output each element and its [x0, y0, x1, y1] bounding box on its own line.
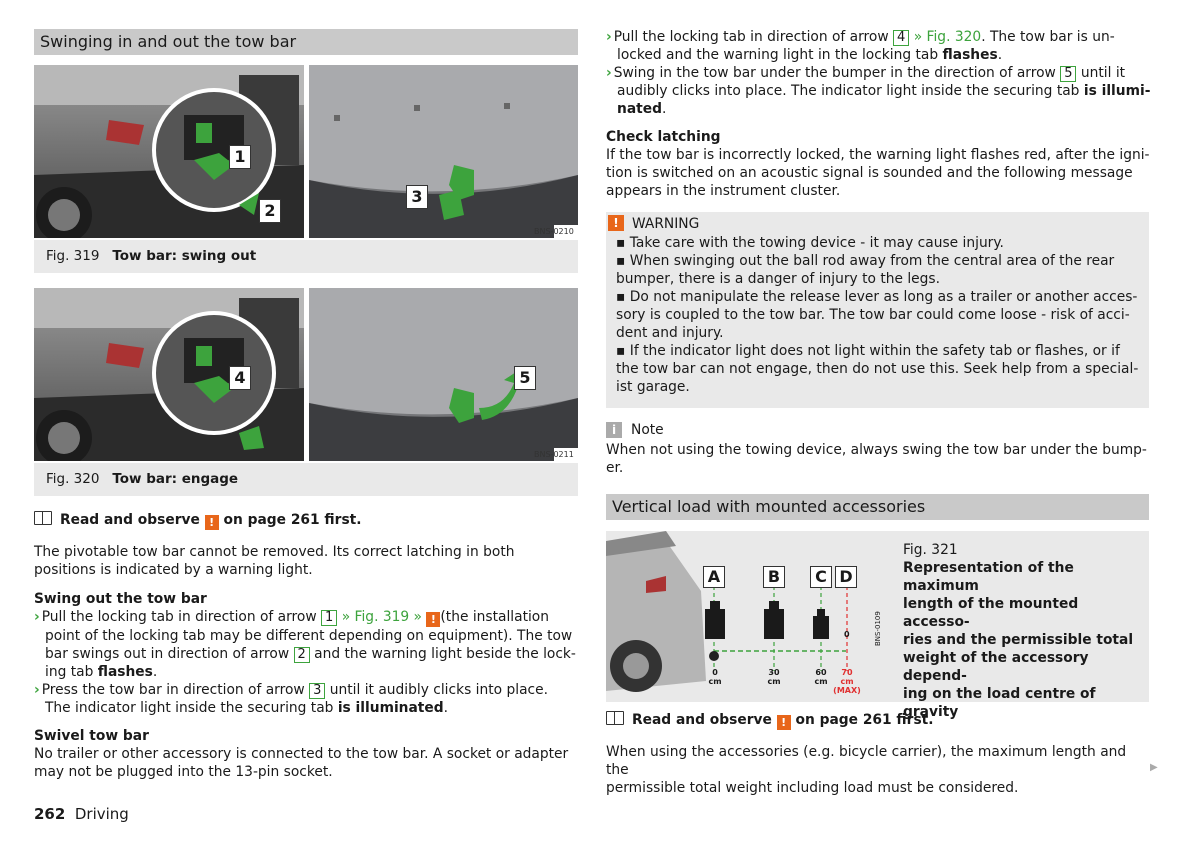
chapter-name: Driving [74, 805, 129, 823]
check-heading: Check latching [606, 129, 721, 145]
final-text: When using the accessories (e.g. bicycle carrier), the maximum length and the permissible total weight including load must be considered. [606, 744, 1127, 796]
mark-30: 30 cm [767, 668, 781, 686]
note-text: When not using the towing device, always swing the tow bar under the bump- er. [606, 442, 1147, 476]
read-observe-text: Read and observe [632, 712, 772, 728]
figure-title: Tow bar: swing out [112, 248, 257, 264]
check-text: If the tow bar is incorrectly locked, the warning light flashes red, after the igni- tion is switched on an acoustic signal is sounded and the following message appears in the instrument cluster. [606, 147, 1150, 199]
label-D: D [835, 566, 857, 588]
arrow-ref-5: 5 [1060, 66, 1076, 82]
mark-0: 0 cm [708, 668, 722, 686]
warning-icon: ! [777, 715, 791, 730]
zero-mark: 0 [844, 630, 850, 639]
figure-319-caption [34, 240, 578, 273]
swing-out-steps: › Pull the locking tab in direction of arrow 1 » Fig. 319 » ! (the installation point of the locking tab may be different depending on equipment). The tow bar swings out in direction of arrow 2 and the warning light beside the lock- ing tab flashes. › Press the tow bar in direction of arrow 3 until it audibly clicks into place. The indicator light inside the securing tab is illuminated. [34, 609, 576, 716]
warning-icon: ! [608, 215, 624, 231]
label-B: B [763, 566, 785, 588]
figure-319-image [34, 65, 578, 238]
read-observe-right [606, 711, 934, 730]
label-A: A [703, 566, 725, 588]
read-observe-page[interactable]: on page 261 first. [223, 512, 362, 528]
read-observe-text: Read and observe [60, 512, 200, 528]
callout-5: 5 [514, 366, 536, 390]
section-title-swinging: Swinging in and out the tow bar [34, 29, 578, 55]
warning-title: WARNING [632, 216, 700, 232]
intro-text: The pivotable tow bar cannot be removed. Its correct latching in both positions is indicated by a warning light. [34, 544, 515, 578]
read-observe-page[interactable]: on page 261 first. [795, 712, 934, 728]
figure-320-image [34, 288, 578, 461]
continue-arrow-icon: ▶ [1150, 762, 1158, 773]
figure-321-image [606, 531, 893, 702]
warning-box [606, 212, 1149, 408]
figure-title: Tow bar: engage [112, 471, 239, 487]
swing-in-steps: › Pull the locking tab in direction of arrow 4 » Fig. 320. The tow bar is un- locked and the warning light in the locking tab flashes. › Swing in the tow bar under the bumper in the direction of arrow 5 until it audibly clicks into place. The indicator light inside the securing tab is illumi- nated. [606, 29, 1151, 117]
mark-70-max: 70 cm (MAX) [833, 668, 861, 695]
swivel-text: No trailer or other accessory is connected to the tow bar. A socket or adapter may not be plugged into the 13-pin socket. [34, 746, 569, 780]
page-footer [34, 805, 129, 823]
book-icon [34, 511, 52, 525]
info-icon: i [606, 422, 622, 438]
warning-icon: ! [426, 612, 440, 627]
swivel-heading: Swivel tow bar [34, 728, 149, 744]
figure-321-caption: Fig. 321 Representation of the maximum length of the mounted accesso- ries and the permissible total weight of the accessory depend- ing on the load centre of gravity [903, 541, 1143, 721]
arrow-ref-3: 3 [309, 683, 325, 699]
arrow-ref-4: 4 [893, 30, 909, 46]
arrow-ref-2: 2 [294, 647, 310, 663]
callout-4: 4 [229, 366, 251, 390]
book-icon [606, 711, 624, 725]
warning-list: ▪ Take care with the towing device - it may cause injury. ▪ When swinging out the ball rod away from the central area of the rear bumper, there is a danger of injury to the legs. ▪ Do not manipulate the release lever as long as a trailer or another acces- sory is coupled to the tow bar. The tow bar could come loose - risk of acci- dent and injury. ▪ If the indicator light does not light within the safety tab or flashes, or if the tow bar can not engage, then do not use this. Seek help from a special- ist garage. [616, 235, 1139, 395]
note-box [606, 421, 1149, 477]
read-observe-left [34, 511, 362, 530]
fig-link-319[interactable]: » Fig. 319 » [341, 609, 423, 625]
callout-2: 2 [259, 199, 281, 223]
callout-3: 3 [406, 185, 428, 209]
figure-label: Fig. 319 [46, 248, 100, 264]
figure-label: Fig. 321 [903, 542, 958, 558]
swing-out-heading: Swing out the tow bar [34, 591, 207, 607]
arrow-ref-1: 1 [321, 610, 337, 626]
figure-320-caption [34, 463, 578, 496]
section-title-vertical-load: Vertical load with mounted accessories [606, 494, 1149, 520]
fig-link-320[interactable]: » Fig. 320 [913, 29, 982, 45]
callout-1: 1 [229, 145, 251, 169]
label-C: C [810, 566, 832, 588]
page-number: 262 [34, 805, 66, 823]
mark-60: 60 cm [814, 668, 828, 686]
figure-code: BNS-0211 [534, 450, 574, 459]
figure-label: Fig. 320 [46, 471, 100, 487]
note-title: Note [631, 422, 664, 438]
figure-code: BNS-0210 [534, 227, 574, 236]
warning-icon: ! [205, 515, 219, 530]
figure-code: BNS-0109 [874, 611, 882, 646]
